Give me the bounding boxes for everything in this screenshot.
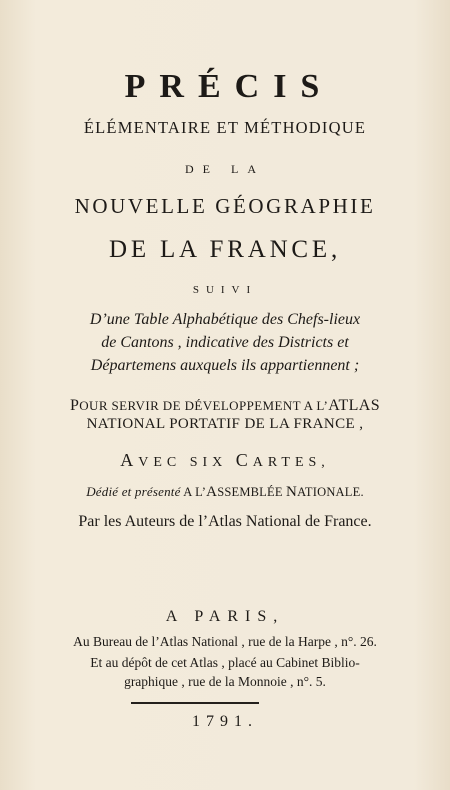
dedie-a: A L’: [180, 485, 207, 499]
assemblee-text: SSEMBLÉE: [217, 485, 287, 499]
pour-servir-line: [0, 397, 450, 415]
dedie-italic: Dédié et présenté: [86, 484, 181, 499]
assemblee-initial: A: [206, 484, 218, 500]
cartes-text: ARTES,: [252, 455, 330, 470]
address-line-2: Et au dépôt de cet Atlas , placé au Cabinet Biblio-: [90, 655, 360, 670]
publication-year: 1791.: [192, 713, 258, 730]
cartes-initial: C: [235, 450, 253, 470]
italic-line-1: D’une Table Alphabétique des Chefs-lieux: [89, 311, 361, 328]
suivi-line: SUIVI: [192, 284, 258, 296]
nationale-initial: N: [286, 484, 298, 500]
pour-text: OUR SERVIR DE DÉVELOPPEMENT A L’: [79, 398, 329, 413]
pour-atlas: ATLAS: [328, 397, 381, 414]
horizontal-rule: [131, 702, 259, 704]
avec-six-cartes-line: [0, 450, 450, 471]
nationale-text: ATIONALE.: [297, 485, 364, 499]
pour-initial: P: [69, 397, 80, 414]
nouvelle-geographie-line: NOUVELLE GÉOGRAPHIE: [74, 194, 376, 218]
book-title: PRÉCIS: [124, 68, 334, 105]
italic-line-2: de Cantons , indicative des Districts et: [101, 334, 349, 351]
national-portatif-line: NATIONAL PORTATIF DE LA FRANCE ,: [86, 416, 364, 432]
subtitle: ÉLÉMENTAIRE ET MÉTHODIQUE: [83, 118, 367, 137]
de-la-france-line: DE LA FRANCE,: [108, 236, 342, 263]
address-line-1: Au Bureau de l’Atlas National , rue de la Harpe , n°. 26.: [73, 634, 377, 649]
dedication-line: [0, 484, 450, 501]
a-paris-line: A PARIS,: [165, 608, 285, 625]
authors-line: Par les Auteurs de l’Atlas National de France.: [78, 513, 372, 530]
italic-line-3: Départemens auxquels ils appartiennent ;: [90, 357, 360, 374]
address-line-3: graphique , rue de la Monnoie , n°. 5.: [124, 674, 326, 689]
avec-initial: A: [120, 450, 139, 470]
avec-text: VEC SIX: [138, 455, 236, 470]
de-la-line: DE LA: [185, 162, 265, 176]
